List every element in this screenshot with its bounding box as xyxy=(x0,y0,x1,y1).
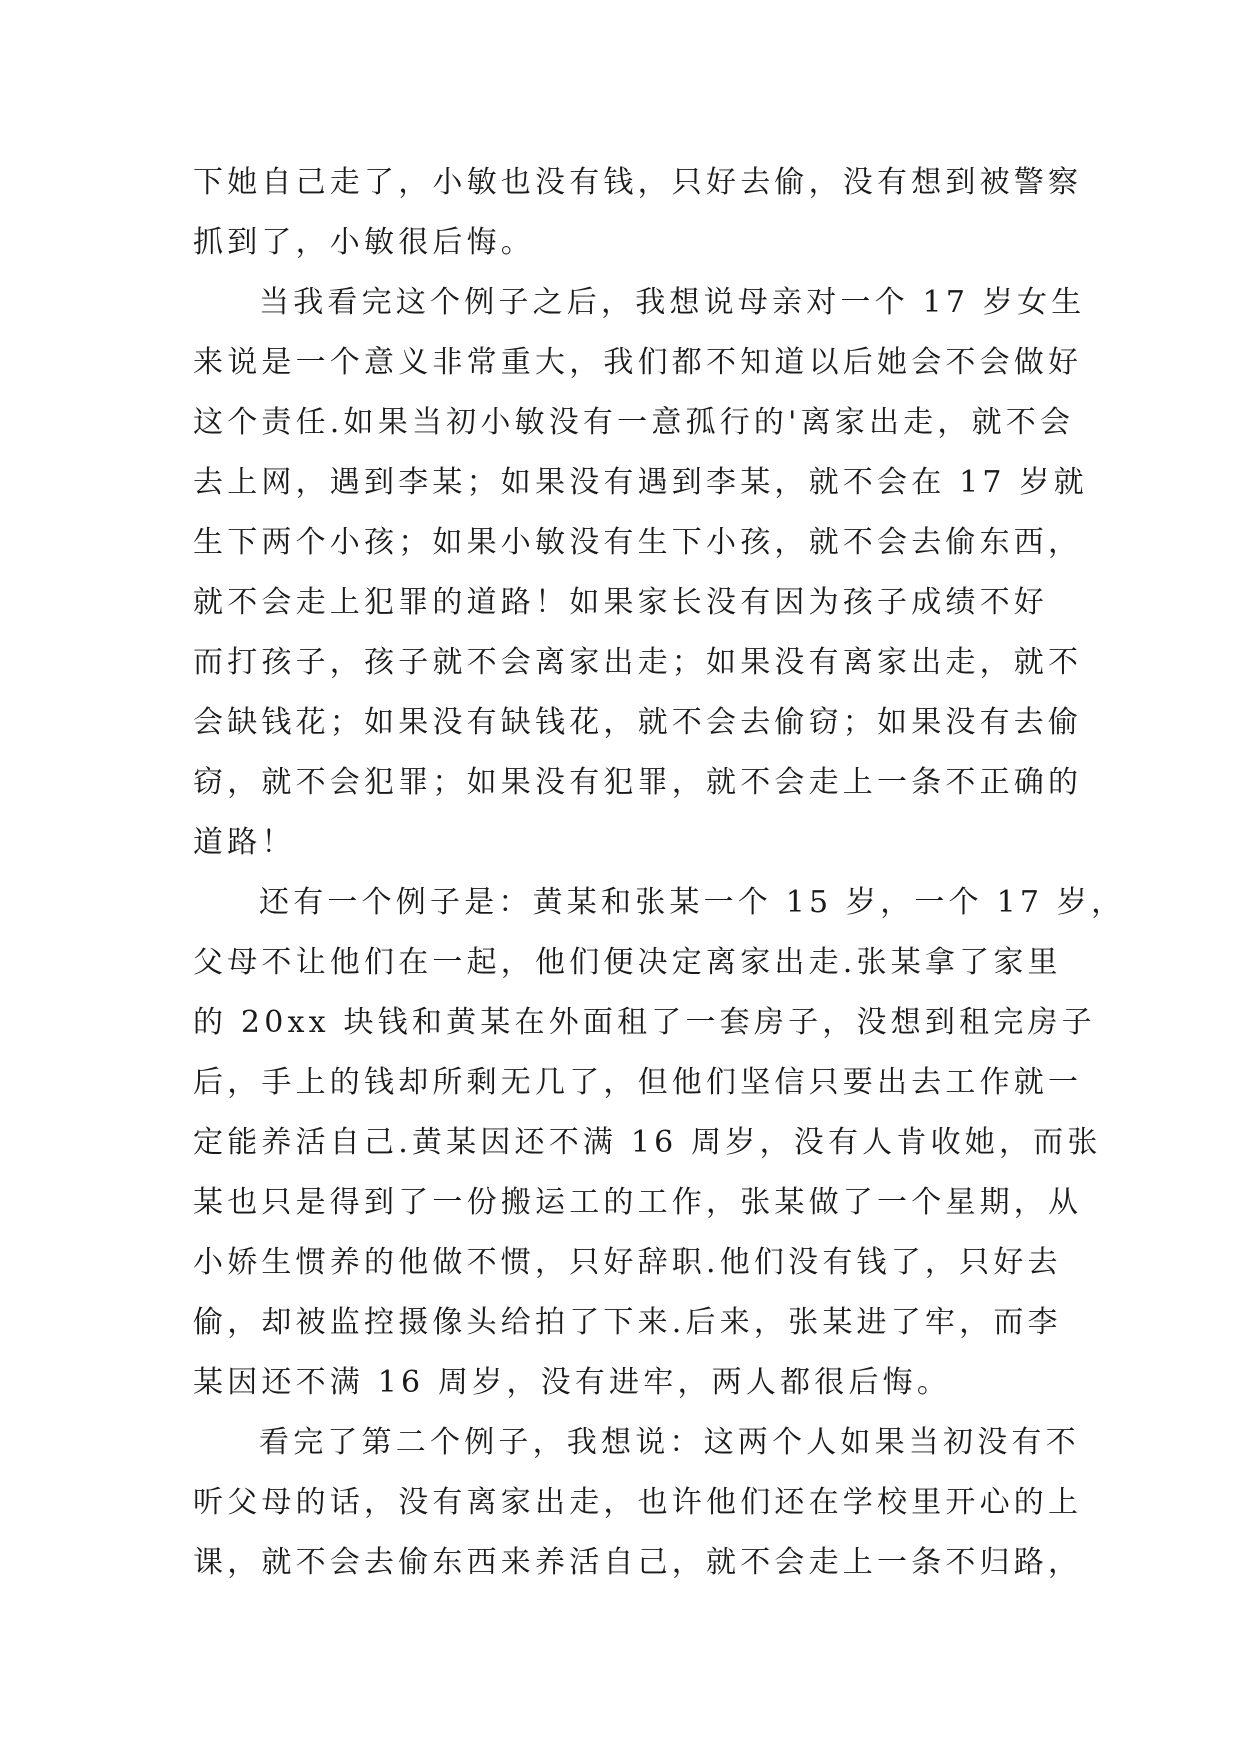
text-line: 会缺钱花；如果没有缺钱花，就不会去偷窃；如果没有去偷 xyxy=(193,705,1083,740)
text-line: 这个责任.如果当初小敏没有一意孤行的'离家出走，就不会 xyxy=(193,405,1075,440)
text-line: 小娇生惯养的他做不惯，只好辞职.他们没有钱了，只好去 xyxy=(193,1245,1062,1280)
document-page xyxy=(193,153,1126,1593)
text-line: 来说是一个意义非常重大，我们都不知道以后她会不会做好 xyxy=(193,345,1083,380)
text-line: 偷，却被监控摄像头给拍了下来.后来，张某进了牢，而李 xyxy=(193,1305,1062,1340)
text-line: 后，手上的钱却所剩无几了，但他们坚信只要出去工作就一 xyxy=(193,1065,1083,1100)
text-line: 的 20xx 块钱和黄某在外面租了一套房子，没想到租完房子 xyxy=(193,1005,1096,1040)
text-line: 听父母的话，没有离家出走，也许他们还在学校里开心的上 xyxy=(193,1485,1083,1520)
text-line: 而打孩子，孩子就不会离家出走；如果没有离家出走，就不 xyxy=(193,645,1083,680)
text-line: 下她自己走了，小敏也没有钱，只好去偷，没有想到被警察 xyxy=(193,165,1083,200)
text-line: 去上网，遇到李某；如果没有遇到李某，就不会在 17 岁就 xyxy=(193,465,1088,500)
text-line: 某也只是得到了一份搬运工的工作，张某做了一个星期，从 xyxy=(193,1185,1083,1220)
text-line: 道路！ xyxy=(193,825,296,860)
text-line: 定能养活自己.黄某因还不满 16 周岁，没有人肯收她，而张 xyxy=(193,1125,1102,1160)
paragraph-first-line: 当我看完这个例子之后，我想说母亲对一个 17 岁女生 xyxy=(259,285,1086,320)
paragraph-first-line: 还有一个例子是：黄某和张某一个 15 岁，一个 17 岁， xyxy=(259,885,1126,920)
text-line: 父母不让他们在一起，他们便决定离家出走.张某拿了家里 xyxy=(193,945,1062,980)
text-line: 生下两个小孩；如果小敏没有生下小孩，就不会去偷东西， xyxy=(193,525,1083,560)
text-line: 课，就不会去偷东西来养活自己，就不会走上一条不归路， xyxy=(193,1545,1083,1580)
paragraph-first-line: 看完了第二个例子，我想说：这两个人如果当初没有不 xyxy=(259,1425,1080,1460)
text-line: 就不会走上犯罪的道路！如果家长没有因为孩子成绩不好 xyxy=(193,585,1048,620)
text-line: 窃，就不会犯罪；如果没有犯罪，就不会走上一条不正确的 xyxy=(193,765,1083,800)
text-line: 某因还不满 16 周岁，没有进牢，两人都很后悔。 xyxy=(193,1365,952,1400)
text-line: 抓到了，小敏很后悔。 xyxy=(193,225,535,260)
